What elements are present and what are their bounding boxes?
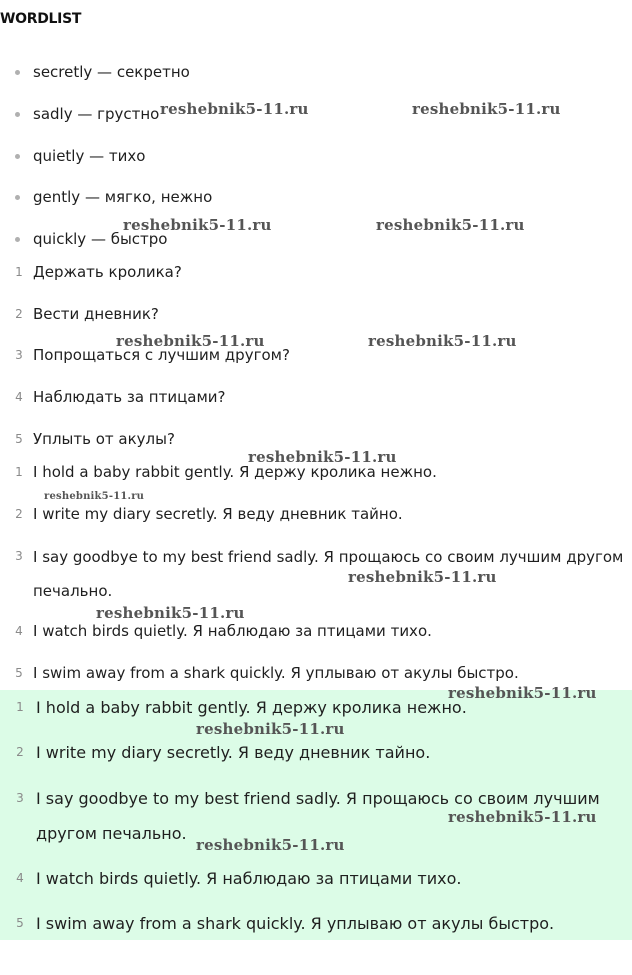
watermark: reshebnik5-11.ru bbox=[348, 568, 497, 586]
watermark: reshebnik5-11.ru bbox=[412, 100, 561, 118]
watermark: reshebnik5-11.ru bbox=[96, 604, 245, 622]
wordlist-heading: WORDLIST bbox=[0, 11, 82, 27]
watermark: reshebnik5-11.ru bbox=[44, 491, 145, 502]
answer-text: I watch birds quietly. Я наблюдаю за птицами тихо. bbox=[33, 622, 432, 640]
watermark: reshebnik5-11.ru bbox=[160, 100, 309, 118]
watermark: reshebnik5-11.ru bbox=[376, 216, 525, 234]
answer-number: 4 bbox=[15, 624, 23, 638]
question-number: 3 bbox=[15, 348, 23, 362]
answer-number: 1 bbox=[15, 465, 23, 479]
bullet-icon bbox=[15, 112, 20, 117]
wordlist-item-text: quickly — быстро bbox=[33, 230, 168, 248]
question-text: Уплыть от акулы? bbox=[33, 430, 175, 448]
answer-number: 3 bbox=[16, 791, 24, 805]
answer-number: 3 bbox=[15, 549, 23, 563]
answer-number: 2 bbox=[15, 507, 23, 521]
wordlist-item-text: sadly — грустно bbox=[33, 105, 160, 123]
question-text: Держать кролика? bbox=[33, 263, 182, 281]
answer-text: I hold a baby rabbit gently. Я держу кролика нежно. bbox=[36, 698, 467, 717]
wordlist-item-text: quietly — тихо bbox=[33, 147, 146, 165]
answer-text: I hold a baby rabbit gently. Я держу кролика нежно. bbox=[33, 463, 437, 481]
question-text: Наблюдать за птицами? bbox=[33, 388, 226, 406]
watermark: reshebnik5-11.ru bbox=[448, 808, 597, 826]
answer-text: I say goodbye to my best friend sadly. Я прощаюсь со своим лучшим другом печально. bbox=[36, 789, 600, 843]
answer-number: 1 bbox=[16, 700, 24, 714]
question-number: 5 bbox=[15, 432, 23, 446]
watermark: reshebnik5-11.ru bbox=[368, 332, 517, 350]
wordlist-item-text: secretly — секретно bbox=[33, 63, 190, 81]
question-number: 4 bbox=[15, 390, 23, 404]
bullet-icon bbox=[15, 237, 20, 242]
watermark: reshebnik5-11.ru bbox=[116, 332, 265, 350]
question-number: 1 bbox=[15, 265, 23, 279]
bullet-icon bbox=[15, 70, 20, 75]
watermark: reshebnik5-11.ru bbox=[196, 720, 345, 738]
answer-text: I swim away from a shark quickly. Я уплываю от акулы быстро. bbox=[36, 914, 555, 933]
watermark: reshebnik5-11.ru bbox=[248, 448, 397, 466]
answer-number: 5 bbox=[15, 666, 23, 680]
watermark: reshebnik5-11.ru bbox=[196, 836, 345, 854]
watermark: reshebnik5-11.ru bbox=[448, 684, 597, 702]
bullet-icon bbox=[15, 195, 20, 200]
wordlist-item-text: gently — мягко, нежно bbox=[33, 188, 213, 206]
answer-text: I write my diary secretly. Я веду дневник тайно. bbox=[36, 743, 431, 762]
question-text: Вести дневник? bbox=[33, 305, 159, 323]
bullet-icon bbox=[15, 154, 20, 159]
watermark: reshebnik5-11.ru bbox=[123, 216, 272, 234]
answer-text: I watch birds quietly. Я наблюдаю за птицами тихо. bbox=[36, 869, 462, 888]
answer-number: 2 bbox=[16, 745, 24, 759]
question-text: Попрощаться с лучшим другом? bbox=[33, 346, 290, 364]
answer-text: I swim away from a shark quickly. Я уплываю от акулы быстро. bbox=[33, 664, 519, 682]
answer-number: 4 bbox=[16, 871, 24, 885]
question-number: 2 bbox=[15, 307, 23, 321]
answer-number: 5 bbox=[16, 916, 24, 930]
answer-text: I write my diary secretly. Я веду дневник тайно. bbox=[33, 505, 403, 523]
answer-text: I say goodbye to my best friend sadly. Я прощаюсь со своим лучшим другом печально. bbox=[33, 548, 624, 600]
